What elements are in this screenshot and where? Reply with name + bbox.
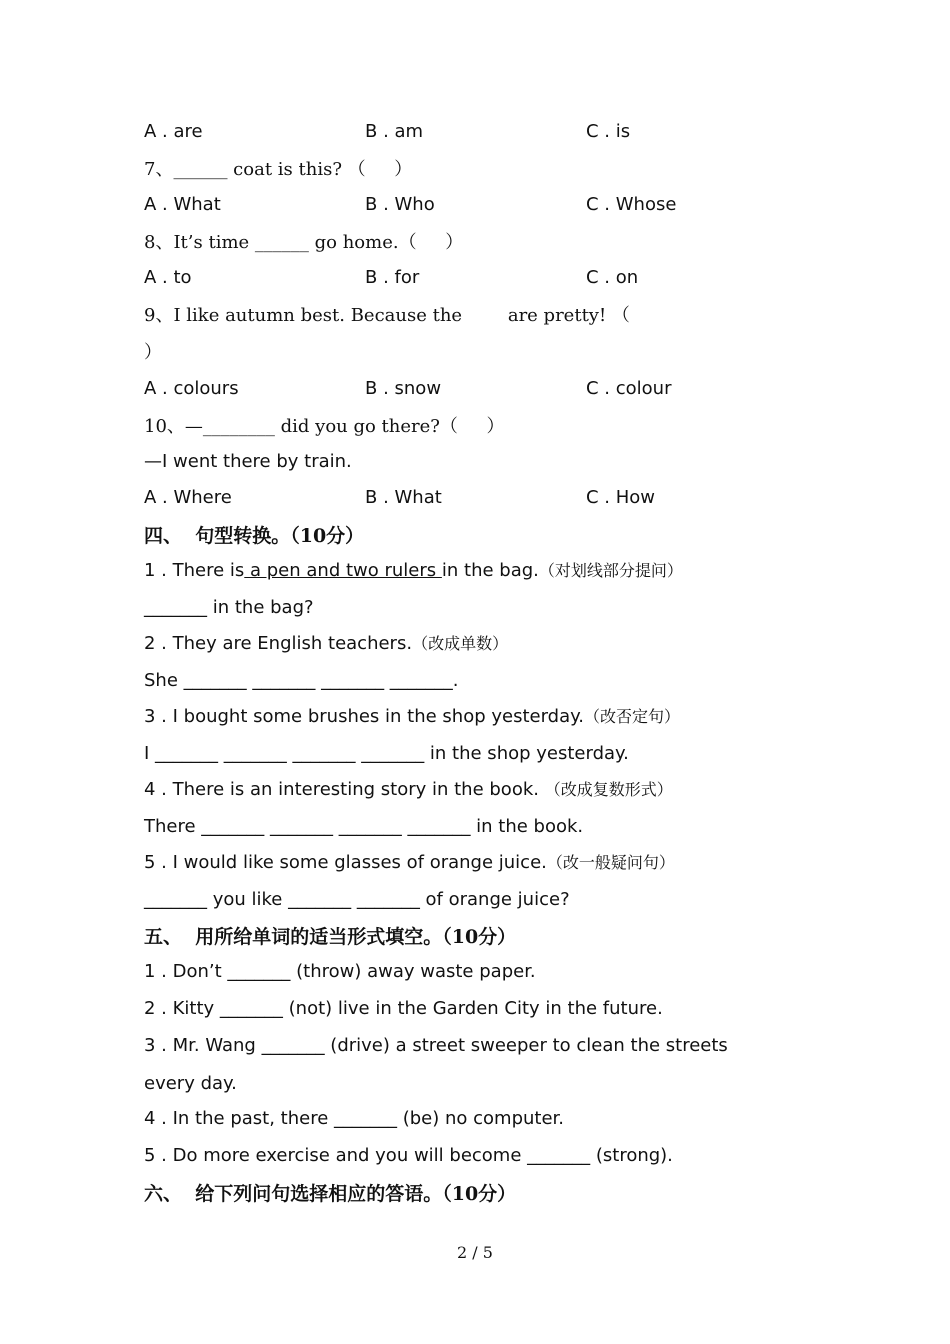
q10-option-b: B . What — [365, 487, 442, 508]
q10-reply: —I went there by train. — [144, 451, 352, 472]
q7-option-c: C . Whose — [586, 194, 677, 215]
q8-option-a: A . to — [144, 267, 192, 288]
q7-option-b: B . Who — [365, 194, 435, 215]
q7-option-a: A . What — [144, 194, 221, 215]
s4-item-3-answer: I _______ _______ _______ _______ in the shop yesterday. — [144, 743, 629, 764]
s4-item-1: 1 . There is a pen and two rulers in the bag.（对划线部分提问） — [144, 560, 683, 581]
s5-item-2: 2 . Kitty _______ (not) live in the Garden City in the future. — [144, 998, 663, 1019]
q9-option-b: B . snow — [365, 378, 442, 399]
q10-option-c: C . How — [586, 487, 656, 508]
s5-item-1: 1 . Don’t _______ (throw) away waste paper. — [144, 961, 536, 982]
q8-option-c: C . on — [586, 267, 639, 288]
s5-item-5: 5 . Do more exercise and you will become _______ (strong). — [144, 1145, 673, 1166]
q8-question: 8、It’s time ______ go home.（ ） — [144, 232, 464, 253]
s4-item-5: 5 . I would like some glasses of orange juice.（改一般疑问句） — [144, 852, 675, 873]
q6-option-b: B . am — [365, 121, 424, 142]
s4-item-4-answer: There _______ _______ _______ _______ in the book. — [144, 816, 584, 837]
s5-item-3-cont: every day. — [144, 1073, 237, 1094]
q9-question: 9、I like autumn best. Because the are pretty! （ — [144, 305, 630, 326]
s5-item-3: 3 . Mr. Wang _______ (drive) a street sweeper to clean the streets — [144, 1035, 728, 1056]
section-6-title: 六、 给下列问句选择相应的答语。（10分） — [144, 1183, 517, 1205]
s4-item-1-answer: _______ in the bag? — [144, 597, 314, 618]
s4-item-1-underlined: a pen and two rulers — [244, 560, 442, 581]
s4-item-3: 3 . I bought some brushes in the shop yesterday.（改否定句） — [144, 706, 680, 727]
s4-item-4: 4 . There is an interesting story in the book. （改成复数形式） — [144, 779, 673, 800]
page-number: 2 / 5 — [457, 1243, 493, 1262]
q9-option-c: C . colour — [586, 378, 672, 399]
section-4-title: 四、 句型转换。（10分） — [144, 525, 365, 547]
s5-item-4: 4 . In the past, there _______ (be) no computer. — [144, 1108, 565, 1129]
s4-item-2-answer: She _______ _______ _______ _______. — [144, 670, 459, 691]
q6-option-a: A . are — [144, 121, 203, 142]
q9-question-cont: ） — [144, 342, 162, 363]
q10-option-a: A . Where — [144, 487, 232, 508]
section-5-title: 五、 用所给单词的适当形式填空。（10分） — [144, 926, 517, 948]
q10-question: 10、—________ did you go there?（ ） — [144, 416, 505, 437]
q6-option-c: C . is — [586, 121, 631, 142]
q8-option-b: B . for — [365, 267, 420, 288]
s4-item-2: 2 . They are English teachers.（改成单数） — [144, 633, 509, 654]
q9-option-a: A . colours — [144, 378, 239, 399]
q7-question: 7、______ coat is this? （ ） — [144, 159, 413, 180]
s4-item-5-answer: _______ you like _______ _______ of orange juice? — [144, 889, 570, 910]
